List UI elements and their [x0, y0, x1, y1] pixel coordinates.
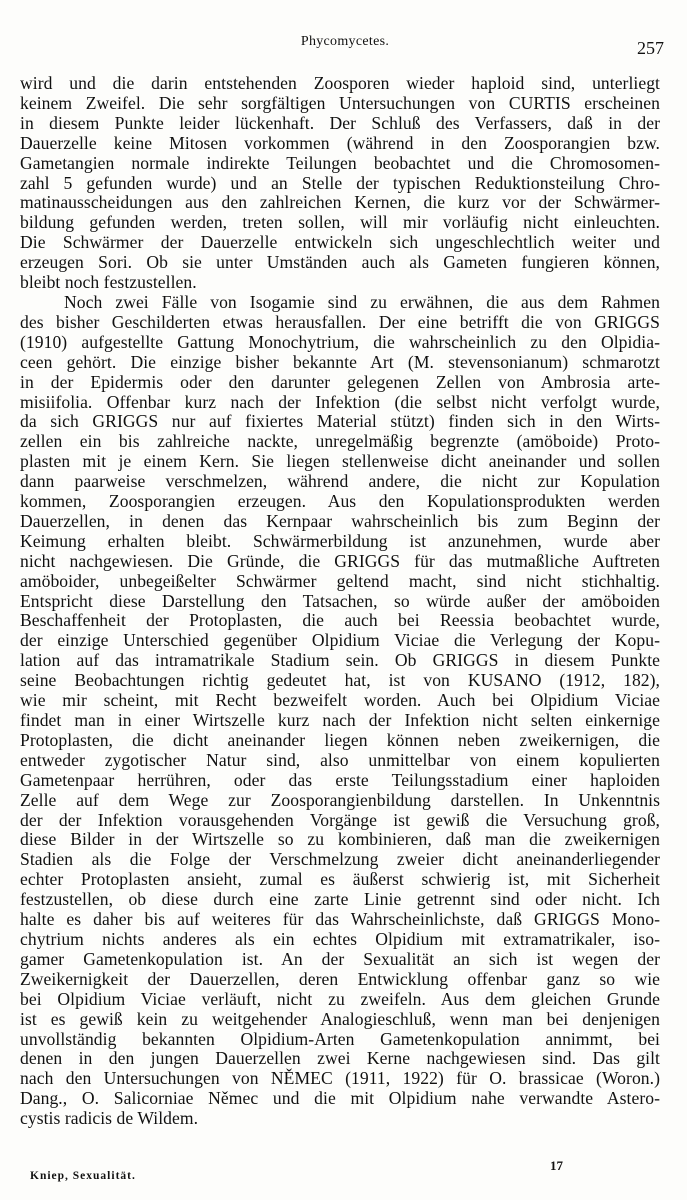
text-line: denen in den jungen Dauerzellen zwei Kerne nachgewiesen sind. Das gilt	[20, 1048, 660, 1069]
text-line: wird und die darin entstehenden Zoosporen wieder haploid sind, unterliegt	[20, 73, 660, 93]
text-line: zellen ein bis zahlreiche nackte, unregelmäßig begrenzte (amöboide) Proto-	[20, 431, 660, 452]
body-text	[20, 74, 660, 1129]
text-line: unvollständig bekannten Olpidium-Arten Gametenkopulation annimmt, bei	[20, 1028, 660, 1049]
text-line: ceen gehört. Die einzige bisher bekannte Art (M. stevensonianum) schmarotzt	[20, 351, 660, 372]
text-line: Entspricht diese Darstellung den Tatsachen, so würde außer der amöboiden	[20, 590, 660, 611]
text-line: in diesem Punkte leider lückenhaft. Der Schluß des Verfassers, daß in der	[20, 112, 660, 133]
text-line: Gametenpaar herrühren, oder das erste Teilungsstadium einer haploiden	[20, 769, 660, 790]
text-line: findet man in einer Wirtszelle kurz nach der Infektion nicht selten einkernige	[20, 710, 660, 730]
text-line: Dang., O. Salicorniae Němec und die mit Olpidium nahe verwandte Astero-	[20, 1088, 660, 1109]
text-line: des bisher Geschilderten etwas herausfallen. Der eine betrifft die von GRIGGS	[20, 311, 660, 332]
page-number: 257	[637, 38, 664, 58]
signature-number: 17	[550, 1158, 563, 1173]
text-line: matinausscheidungen aus den zahlreichen Kernen, die kurz vor der Schwärmer-	[20, 192, 660, 213]
text-line: amöboider, unbegeißelter Schwärmer geltend macht, sind nicht stichhaltig.	[20, 570, 660, 591]
text-line: der der Infektion vorausgehenden Vorgänge ist gewiß die Versuchung groß,	[20, 809, 660, 830]
text-line: Protoplasten, die dicht aneinander liegen können neben zweikernigen, die	[20, 729, 660, 750]
text-line: diese Bilder in der Wirtszelle so zu kombinieren, daß man die zweikernigen	[20, 829, 660, 850]
text-line: festzustellen, ob diese durch eine zarte Linie getrennt sind oder nicht. Ich	[20, 889, 660, 910]
page-footer	[30, 1150, 630, 1190]
text-line: lation auf das intramatrikale Stadium sein. Ob GRIGGS in diesem Punkte	[20, 650, 660, 671]
running-head	[20, 28, 670, 58]
text-line: erzeugen Sori. Ob sie unter Umständen auch als Gameten fungieren können,	[20, 252, 660, 273]
text-line: bleibt noch festzustellen.	[20, 272, 197, 293]
text-line: (1910) aufgestellte Gattung Monochytrium, die wahrscheinlich zu den Olpidia-	[20, 331, 660, 352]
text-line: Die Schwärmer der Dauerzelle entwickeln sich ungeschlechtlich weiter und	[20, 232, 660, 253]
text-line: seine Beobachtungen richtig gedeutet hat, ist von KUSANO (1912, 182),	[20, 670, 660, 691]
text-line: bei Olpidium Viciae verläuft, nicht zu zweifeln. Aus dem gleichen Grunde	[20, 988, 660, 1009]
text-line: Dauerzellen, in denen das Kernpaar wahrscheinlich bis zum Beginn der	[20, 510, 660, 531]
text-line: Gametangien normale indirekte Teilungen beobachtet und die Chromosomen-	[20, 152, 660, 173]
text-line: kommen, Zoosporangien erzeugen. Aus den Kopulationsprodukten werden	[20, 491, 660, 512]
text-line: cystis radicis de Wildem.	[20, 1108, 199, 1129]
text-line: chytrium nichts anderes als ein echtes Olpidium mit extramatrikaler, iso-	[20, 928, 660, 949]
text-line: da sich GRIGGS nur auf fixiertes Material stützt) finden sich in den Wirts-	[20, 411, 660, 432]
running-title: Phycomycetes.	[300, 34, 390, 49]
text-line: nach den Untersuchungen von NĚMEC (1911, 1922) für O. brassicae (Woron.)	[20, 1068, 660, 1089]
text-line: Beschaffenheit der Protoplasten, die auch bei Reessia beobachtet wurde,	[20, 610, 660, 631]
text-line: misiifolia. Offenbar kurz nach der Infektion (die selbst nicht verfolgt wurde,	[20, 391, 660, 412]
text-line: zahl 5 gefunden wurde) und an Stelle der typischen Reduktionsteilung Chro-	[20, 172, 660, 193]
text-line: entweder zygotischer Natur sind, also unmittelbar von einem kopulierten	[20, 749, 660, 770]
text-line: halte es daher bis auf weiteres für das Wahrscheinlichste, daß GRIGGS Mono-	[20, 909, 660, 930]
text-line: Noch zwei Fälle von Isogamie sind zu erwähnen, die aus dem Rahmen	[64, 291, 660, 312]
text-line: keinem Zweifel. Die sehr sorgfältigen Untersuchungen von CURTIS erscheinen	[20, 92, 660, 113]
text-line: Dauerzelle keine Mitosen vorkommen (während in den Zoosporangien bzw.	[20, 132, 660, 153]
text-line: ist es gewiß kein zu weitgehender Analogieschluß, wenn man bei denjenigen	[20, 1008, 660, 1029]
text-line: plasten mit je einem Kern. Sie liegen stellenweise dicht aneinander und sollen	[20, 451, 660, 472]
text-line: Zelle auf dem Wege zur Zoosporangienbildung darstellen. In Unkenntnis	[20, 789, 660, 810]
signature-mark: Kniep, Sexualität.	[30, 1170, 136, 1182]
text-line: dann paarweise verschmelzen, während andere, die nicht zur Kopulation	[20, 471, 660, 492]
text-line: der einzige Unterschied gegenüber Olpidium Viciae die Verlegung der Kopu-	[20, 630, 660, 651]
text-line: wie mir scheint, mit Recht bezweifelt worden. Auch bei Olpidium Viciae	[20, 690, 660, 711]
text-line: Keimung erhalten bleibt. Schwärmerbildung ist anzunehmen, wurde aber	[20, 530, 660, 551]
text-line: Zweikernigkeit der Dauerzellen, deren Entwicklung offenbar ganz so wie	[20, 968, 660, 989]
text-line: Stadien als die Folge der Verschmelzung zweier dicht aneinanderliegender	[20, 849, 660, 870]
text-line: gamer Gametenkopulation ist. An der Sexualität an sich ist wegen der	[20, 948, 660, 969]
text-line: echter Protoplasten ansieht, zumal es äußerst schwierig ist, mit Sicherheit	[20, 869, 660, 890]
text-line: bildung gefunden werden, treten sollen, will mir vorläufig nicht einleuchten.	[20, 212, 660, 233]
text-line: nicht nachgewiesen. Die Gründe, die GRIGGS für das mutmaßliche Auftreten	[20, 550, 660, 571]
text-line: in der Epidermis oder den darunter gelegenen Zellen von Ambrosia arte-	[20, 371, 660, 392]
